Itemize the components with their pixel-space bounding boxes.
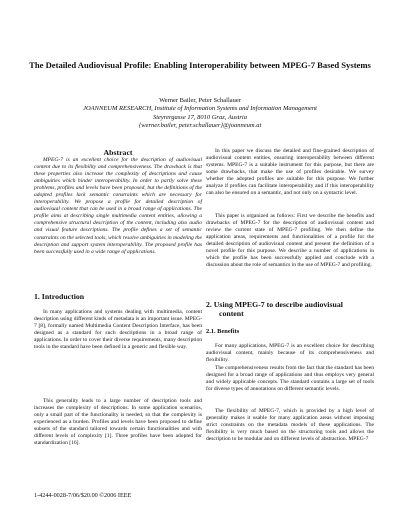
copyright-footer: 1-4244-0028-7/06/$20.00 ©2006 IEEE [34,492,132,499]
right-paragraph-1: In this paper we discuss the detailed and fine-grained description of audiovisual content entities, ensuring interoperability between different systems. MPEG-7 is a suitable instrument for this purpose, but there are some drawbacks, that make the use of profiles desirable. We survey whether the adopted profiles are suitable for this purpose. We further analyze if profiles can facilitate interoperability and if this interoperability can also be ensured on a semantic, and not only on a syntactic level. [206,148,374,197]
section2-heading-line1: 2. Using MPEG-7 to describe audiovisual [206,300,343,309]
abstract-text: MPEG-7 is an excellent choice for the description of audiovisual content due to its flexibility and comprehensiveness. The drawback is that these properties also increase the complexity of descriptions and cause ambiguities which hinder interoperability. In order to partly solve these problems, profiles and levels have been proposed, but the definitions of the adopted profiles lack semantic constraints which are necessary for interoperability. We propose a profile for detailed description of audiovisual content that can be used in a broad range of applications. The profile aims at describing single multimedia content entities, allowing a comprehensive structural description of the content, including also audio and visual feature descriptions. The profile defines a set of semantic constraints on the selected tools, which resolve ambiguities in modeling the description and support system interoperability. The proposed profile has been successfully used in a wide range of applications. [34,157,202,255]
section2-heading [206,300,374,318]
right-paragraph-2: This paper is organized as follows: First we describe the benefits and drawbacks of MPEG-7 for the description of audiovisual content and review the current state of MPEG-7 profiling. We then define the application areas, requirements and functionalities of a profile for the detailed description of audiovisual content and present the definition of a novel profile for this purpose. We describe a number of applications in which the profile has been successfully applied and conclude with a discussion about the role of semantics in the use of MPEG-7 and profiling. [206,213,374,269]
section2-heading-line2: content [219,309,244,318]
intro-paragraph-2: This generality leads to a large number of description tools and increases the complexity of descriptions. In some application scenarios, only a small part of the functionality is needed, so that the complexity is experienced as a burden. Profiles and levels have been proposed to define subsets of the standard tailored towards certain functionalities and with different levels of complexity [1]. Three profiles have been adopted for standardization [16]. [34,398,202,447]
abstract-heading: Abstract [103,148,133,157]
author-affiliation: JOANNEUM RESEARCH, Institute of Information Systems and Information Management [83,105,317,113]
author-block [20,97,380,130]
introduction-heading: 1. Introduction [34,292,85,301]
benefits-paragraph-1: For many applications, MPEG-7 is an excellent choice for describing audiovisual content, mainly because of its comprehensiveness and flexibility. [206,343,374,364]
paper-title: The Detailed Audiovisual Profile: Enabling Interoperability between MPEG-7 Based Systems [29,60,371,70]
author-email: {werner.bailer, peter.schallauer}@joanneum.at [138,121,262,129]
author-address: Steyrergasse 17, 8010 Graz, Austria [152,113,247,121]
intro-paragraph-1: In many applications and systems dealing with multimedia, content description using different kinds of metadata is an important issue. MPEG-7 [8], formally named Multimedia Content Description Interface, has been designed as a standard for such descriptions in a broad range of applications. In order to cover their diverse requirements, many description tools in the standard have been defined in a generic and flexible way. [34,309,202,351]
author-names: Werner Bailer, Peter Schallauer [159,97,241,104]
benefits-paragraph-2: The comprehensiveness results from the fact that the standard has been designed for a broad range of applications and thus employs very general and widely applicable concepts. The standard contains a large set of tools for diverse types of annotations on different semantic levels. [206,365,374,393]
benefits-paragraph-3: The flexibility of MPEG-7, which is provided by a high level of generality makes it usable for many application areas without imposing strict constraints on the metadata models of these applications. The flexibility is very much based on the structuring tools and allows the description to be modular and on different levels of abstraction. MPEG-7 [206,408,374,443]
benefits-subheading: 2.1. Benefits [206,328,240,335]
